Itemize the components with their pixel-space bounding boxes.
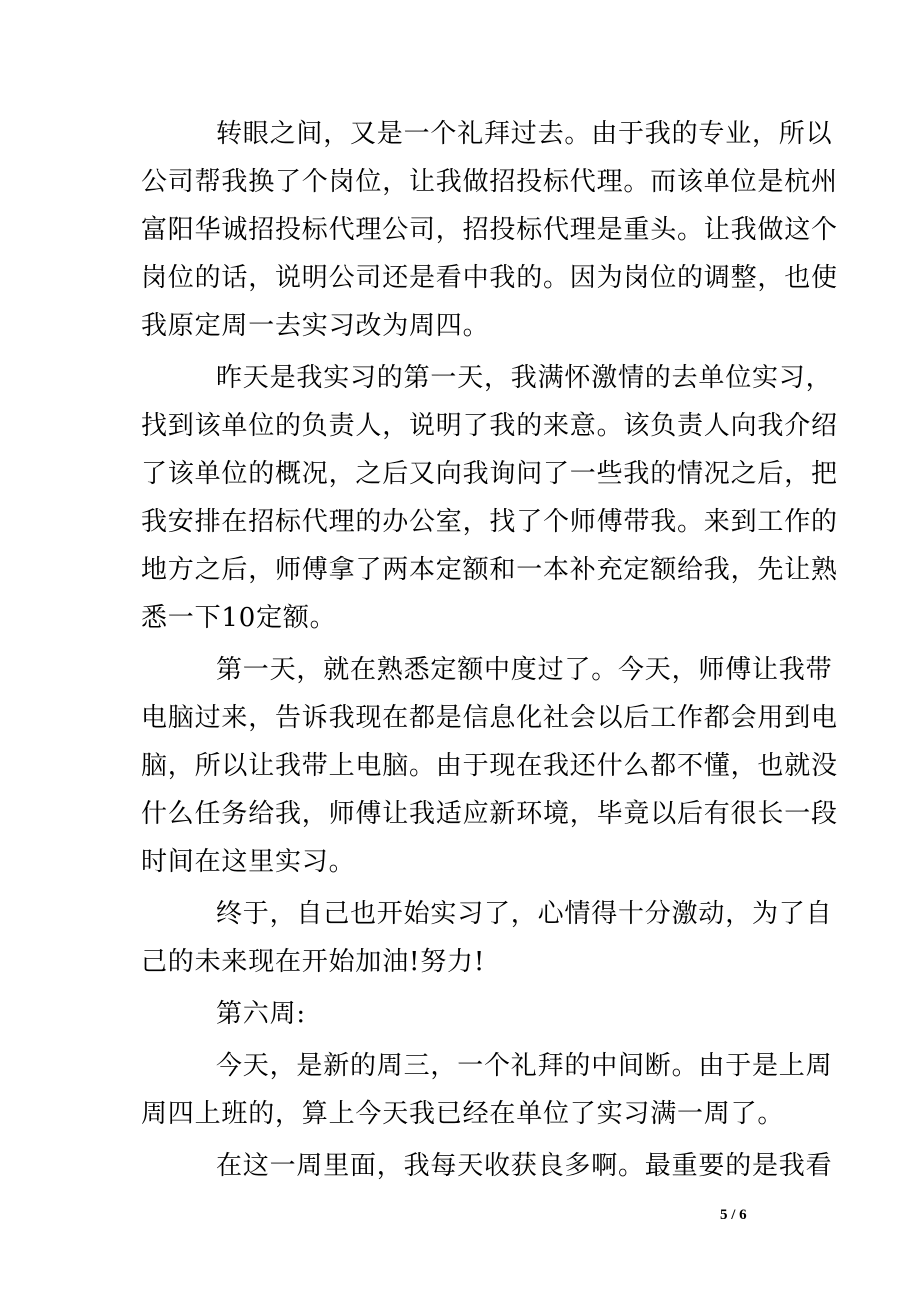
paragraph-2-line-2: 找到该单位的负责人，说明了我的来意。该负责人向我介绍: [141, 411, 838, 441]
paragraph-1-line-5: 我原定周一去实习改为周四。: [141, 311, 490, 341]
paragraph-2-line-1: 昨天是我实习的第一天，我满怀激情的去单位实习，: [216, 363, 833, 393]
paragraph-2-line-4: 我安排在招标代理的办公室，找了个师傅带我。来到工作的: [141, 507, 838, 537]
paragraph-5-line-1: 今天，是新的周三，一个礼拜的中间断。由于是上周: [216, 1051, 833, 1081]
paragraph-3-line-2: 电脑过来，告诉我现在都是信息化社会以后工作都会用到电: [141, 703, 838, 733]
page-number: 5 / 6: [720, 1207, 747, 1223]
paragraph-5-line-2: 周四上班的，算上今天我已经在单位了实习满一周了。: [141, 1099, 785, 1129]
paragraph-3-line-4: 什么任务给我，师傅让我适应新环境，毕竟以后有很长一段: [141, 799, 838, 829]
paragraph-1-line-4: 岗位的话，说明公司还是看中我的。因为岗位的调整，也使: [141, 263, 838, 293]
paragraph-4-line-2: 己的未来现在开始加油!努力!: [141, 947, 486, 977]
paragraph-2-line-3: 了该单位的概况，之后又向我询问了一些我的情况之后，把: [141, 459, 838, 489]
paragraph-2-line-5: 地方之后，师傅拿了两本定额和一本补充定额给我，先让熟: [141, 555, 838, 585]
paragraph-2-line-6: 悉一下10定额。: [141, 603, 337, 633]
paragraph-3-line-3: 脑，所以让我带上电脑。由于现在我还什么都不懂，也就没: [141, 751, 838, 781]
paragraph-1-line-1: 转眼之间，又是一个礼拜过去。由于我的专业，所以: [216, 119, 833, 149]
section-heading-week-6: 第六周:: [216, 999, 306, 1029]
paragraph-1-line-3: 富阳华诚招投标代理公司，招投标代理是重头。让我做这个: [141, 215, 838, 245]
paragraph-3-line-1: 第一天，就在熟悉定额中度过了。今天，师傅让我带: [216, 655, 833, 685]
paragraph-4-line-1: 终于，自己也开始实习了，心情得十分激动，为了自: [216, 899, 833, 929]
paragraph-1-line-2: 公司帮我换了个岗位，让我做招投标代理。而该单位是杭州: [141, 167, 838, 197]
paragraph-6-line-1: 在这一周里面，我每天收获良多啊。最重要的是我看: [216, 1151, 833, 1181]
paragraph-3-line-5: 时间在这里实习。: [141, 847, 356, 877]
